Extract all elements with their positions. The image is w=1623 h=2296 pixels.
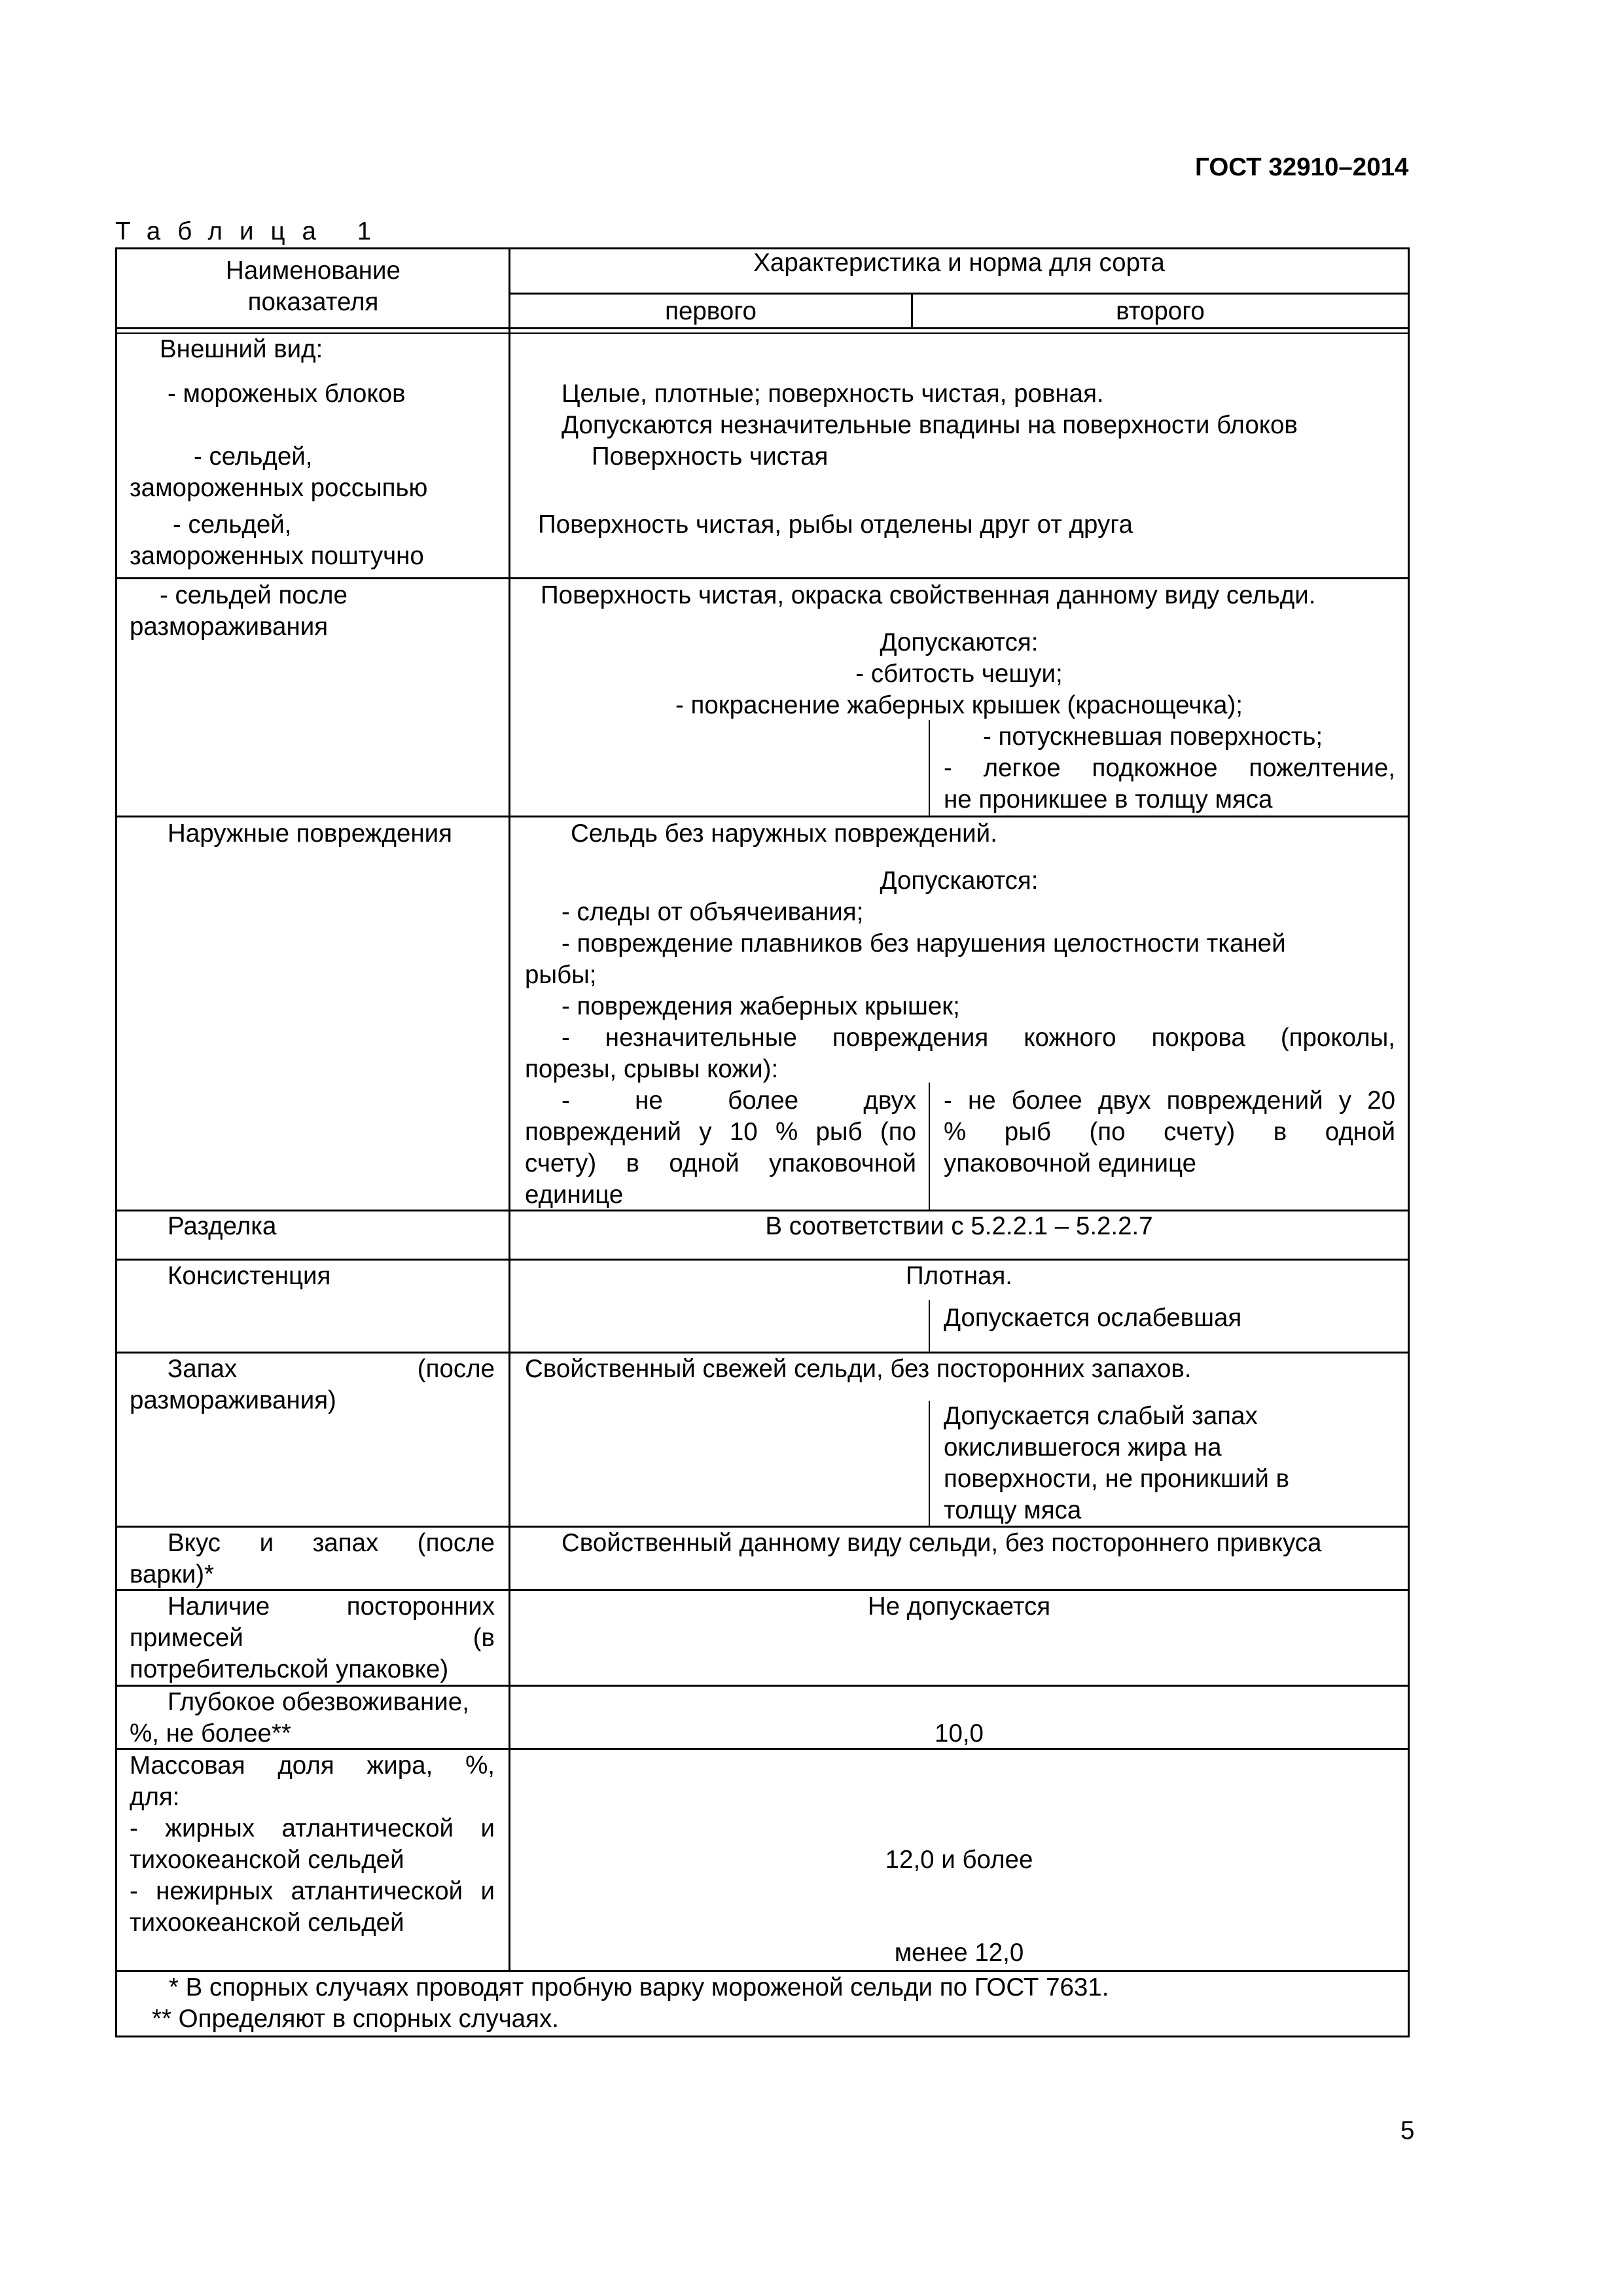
row-value: Плотная. [906,1262,1012,1290]
row-value: - незначительные повреждения кожного покрова (проколы, [562,1024,1395,1052]
column-header-grade2: второго [1116,297,1205,325]
row-value: Допускаются: [880,867,1039,895]
grade1-value: единице [525,1181,624,1209]
row-value: - сбитость чешуи; [855,660,1063,688]
row-name: - жирных атлантической и [130,1814,495,1842]
row-name: Глубокое обезвоживание, [168,1688,469,1716]
table-caption: Таблица 1 [115,217,389,245]
column-header-name-line2: показателя [247,288,379,316]
row-name: замороженных поштучно [130,542,424,570]
row-name: - сельдей, [173,511,292,539]
row-name: Разделка [168,1212,277,1240]
row-value: 10,0 [935,1719,984,1748]
row-name: - сельдей, [194,442,313,471]
row-name: примесей (в [130,1624,495,1652]
row-value: Свойственный данному виду сельди, без постороннего привкуса [562,1529,1322,1557]
row-value: Сельдь без наружных повреждений. [571,819,997,848]
row-value: Свойственный свежей сельди, без посторонних запахов. [525,1355,1192,1383]
row-name: %, не более** [130,1719,291,1748]
row-name: потребительской упаковке) [130,1655,449,1683]
row-value: Поверхность чистая, рыбы отделены друг от друга [538,511,1133,539]
row-value: - покраснение жаберных крышек (краснощечка); [675,691,1243,719]
row-name: тихоокеанской сельдей [130,1846,404,1874]
grade2-value: поверхности, не проникший в [944,1465,1290,1493]
row-value: Целые, плотные; поверхность чистая, ровная. [562,380,1104,408]
row-name: Консистенция [168,1262,331,1290]
grade2-value: окислившегося жира на [944,1433,1222,1462]
row-value: Допускаются: [880,628,1039,656]
row-name: размораживания [130,613,329,641]
row-name: - сельдей после [160,581,348,609]
row-name: варки)* [130,1560,214,1588]
row-value: порезы, срывы кожи): [525,1055,779,1083]
row-value: - повреждение плавников без нарушения целостности тканей [562,929,1286,958]
row-name: Наружные повреждения [168,819,453,848]
column-header-characteristic: Характеристика и норма для сорта [753,249,1165,277]
grade1-value: повреждений у 10 % рыб (по [525,1118,916,1146]
grade1-value: счету) в одной упаковочной [525,1149,916,1177]
grade2-value: Допускается ослабевшая [944,1304,1242,1332]
row-name: Массовая доля жира, %, [130,1751,495,1780]
row-value: 12,0 и более [885,1846,1033,1874]
grade2-value: - легкое подкожное пожелтение, [944,754,1395,782]
row-name: - нежирных атлантической и [130,1877,495,1905]
row-name: Внешний вид: [160,335,323,363]
row-name: замороженных россыпью [130,474,428,502]
row-name: Наличие посторонних [168,1592,495,1621]
table-footnote: ** Определяют в спорных случаях. [152,2005,559,2033]
row-name: тихоокеанской сельдей [130,1909,404,1937]
grade1-value: - не более двух [562,1086,916,1115]
page-number: 5 [1400,2117,1415,2145]
column-header-grade1: первого [665,297,757,325]
row-name: размораживания) [130,1386,336,1414]
row-name: Вкус и запах (после [168,1529,495,1557]
document-designation: ГОСТ 32910–2014 [1195,153,1409,181]
table-footnote: * В спорных случаях проводят пробную варку мороженой сельди по ГОСТ 7631. [169,1973,1109,2001]
grade2-value: Допускается слабый запах [944,1402,1258,1430]
grade2-value: упаковочной единице [944,1149,1197,1177]
row-value: менее 12,0 [894,1939,1024,1967]
row-value: Не допускается [867,1592,1051,1621]
row-value: Поверхность чистая, окраска свойственная данному виду сельди. [541,581,1316,609]
row-value: Поверхность чистая [592,442,829,471]
grade2-value: - потускневшая поверхность; [983,723,1323,751]
row-value: В соответствии с 5.2.2.1 – 5.2.2.7 [765,1212,1153,1240]
grade2-value: % рыб (по счету) в одной [944,1118,1395,1146]
column-header-name-line1: Наименование [226,257,401,285]
grade2-value: не проникшее в толщу мяса [944,785,1273,814]
grade2-value: толщу мяса [944,1496,1082,1524]
row-name: Запах (после [168,1355,495,1383]
row-name: - мороженых блоков [168,380,406,408]
row-value: Допускаются незначительные впадины на поверхности блоков [562,411,1298,439]
row-value: рыбы; [525,961,597,989]
row-value: - следы от объячеивания; [562,898,864,926]
row-name: для: [130,1783,180,1811]
row-value: - повреждения жаберных крышек; [562,992,960,1020]
grade2-value: - не более двух повреждений у 20 [944,1086,1395,1115]
